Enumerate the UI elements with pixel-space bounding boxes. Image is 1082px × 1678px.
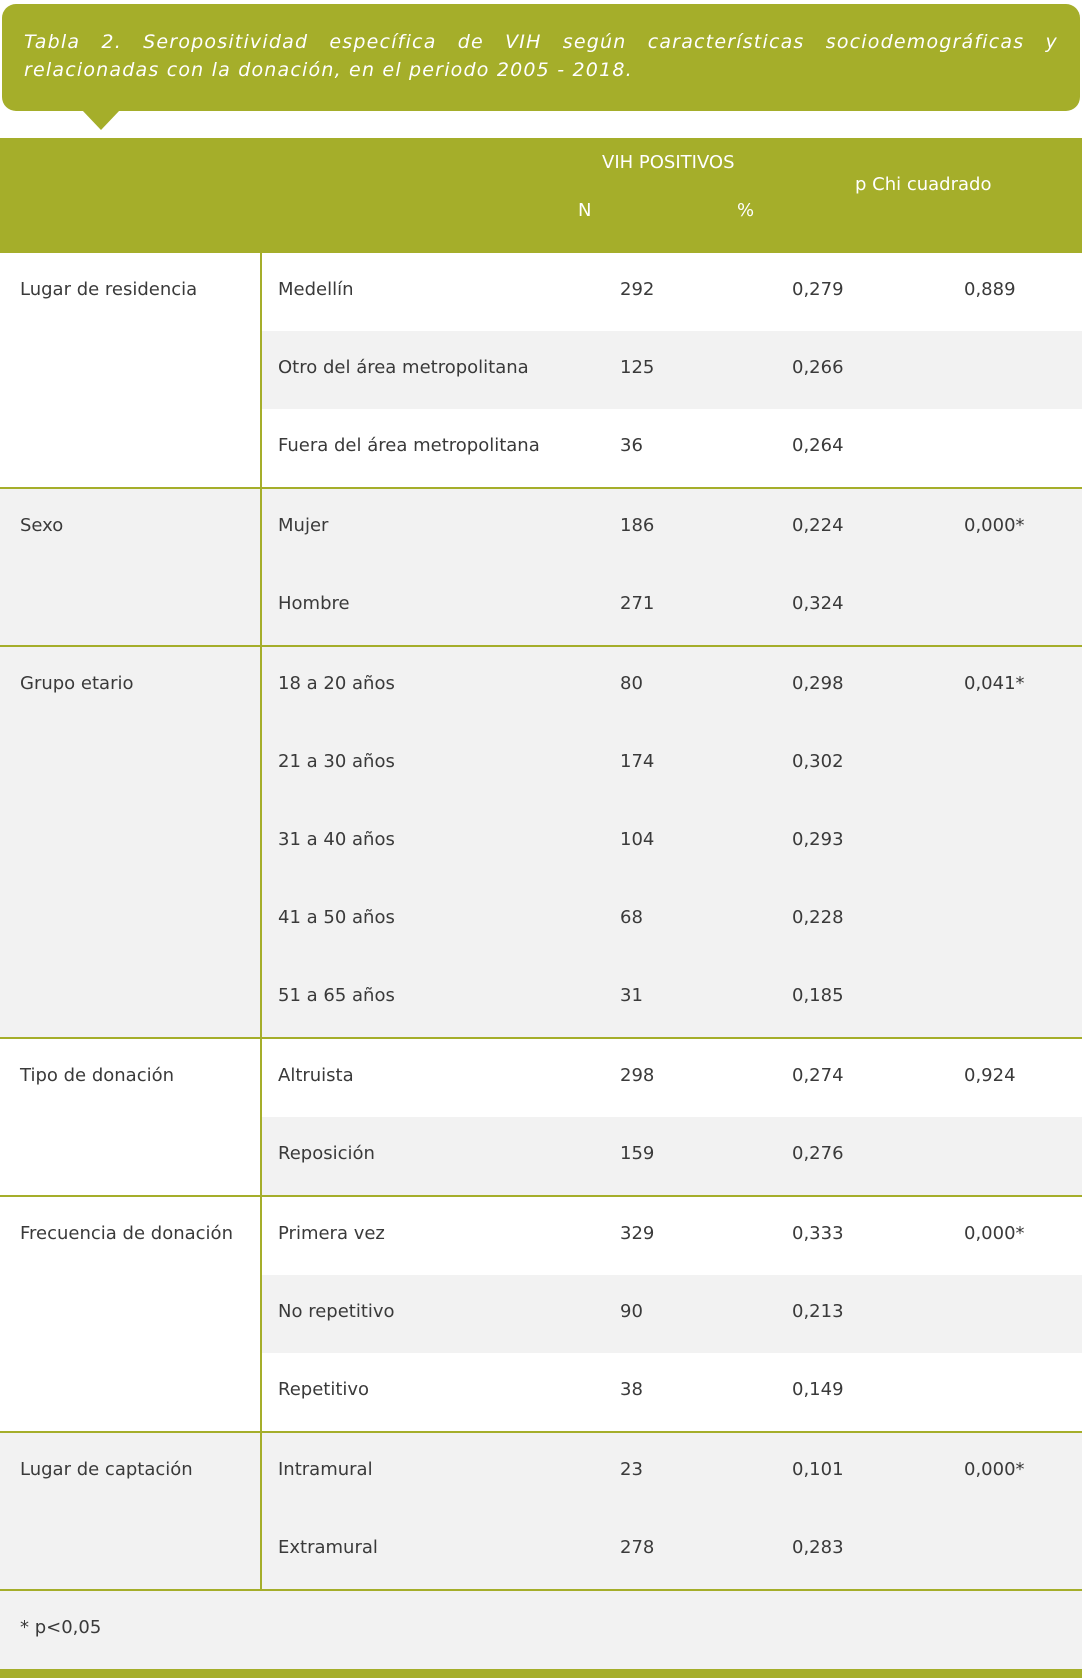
caption-pointer (82, 110, 120, 130)
table-row (262, 1039, 1082, 1117)
table-row (262, 959, 1082, 1037)
table-row (262, 1275, 1082, 1353)
table-row (262, 1511, 1082, 1589)
row-n: 36 (620, 435, 643, 456)
row-p-value: 0,000* (964, 515, 1025, 536)
group-rows (260, 1433, 1082, 1589)
row-n: 292 (620, 279, 655, 300)
row-n: 23 (620, 1459, 643, 1480)
row-category: Otro del área metropolitana (278, 357, 529, 378)
row-n: 68 (620, 907, 643, 928)
row-percent: 0,298 (792, 673, 844, 694)
row-percent: 0,266 (792, 357, 844, 378)
table-row (262, 1433, 1082, 1511)
row-percent: 0,302 (792, 751, 844, 772)
row-category: 18 a 20 años (278, 673, 395, 694)
header-pct: % (737, 200, 755, 221)
group-label: Sexo (20, 515, 64, 536)
row-category: No repetitivo (278, 1301, 395, 1322)
table-row (262, 253, 1082, 331)
row-n: 104 (620, 829, 655, 850)
row-category: 21 a 30 años (278, 751, 395, 772)
row-percent: 0,213 (792, 1301, 844, 1322)
table-row (262, 331, 1082, 409)
row-category: Hombre (278, 593, 350, 614)
row-n: 38 (620, 1379, 643, 1400)
row-category: Medellín (278, 279, 354, 300)
row-n: 186 (620, 515, 655, 536)
row-n: 125 (620, 357, 655, 378)
table-group (0, 489, 1082, 647)
row-percent: 0,276 (792, 1143, 844, 1164)
row-percent: 0,333 (792, 1223, 844, 1244)
table-row (262, 803, 1082, 881)
row-category: Repetitivo (278, 1379, 370, 1400)
table-group (0, 647, 1082, 1039)
row-category: 51 a 65 años (278, 985, 395, 1006)
row-percent: 0,324 (792, 593, 844, 614)
table-row (262, 409, 1082, 487)
group-rows (260, 647, 1082, 1037)
row-category: 41 a 50 años (278, 907, 395, 928)
footnote: * p<0,05 (20, 1617, 102, 1638)
row-percent: 0,264 (792, 435, 844, 456)
row-category: Mujer (278, 515, 329, 536)
group-label: Frecuencia de donación (20, 1223, 233, 1244)
group-label: Grupo etario (20, 673, 134, 694)
row-category: Extramural (278, 1537, 378, 1558)
table-row (262, 1197, 1082, 1275)
row-category: Altruista (278, 1065, 354, 1086)
row-p-value: 0,041* (964, 673, 1025, 694)
table-row (262, 647, 1082, 725)
table-group (0, 1039, 1082, 1197)
row-category: Primera vez (278, 1223, 385, 1244)
row-percent: 0,293 (792, 829, 844, 850)
table-row (262, 489, 1082, 567)
table-body (0, 253, 1082, 1591)
header-p-chi: p Chi cuadrado (855, 174, 992, 195)
table-row (262, 725, 1082, 803)
row-n: 329 (620, 1223, 655, 1244)
group-label: Lugar de captación (20, 1459, 193, 1480)
row-percent: 0,224 (792, 515, 844, 536)
header-n: N (578, 200, 592, 221)
row-p-value: 0,924 (964, 1065, 1016, 1086)
row-percent: 0,185 (792, 985, 844, 1006)
row-n: 298 (620, 1065, 655, 1086)
bottom-bar (0, 1669, 1082, 1678)
table-group (0, 1433, 1082, 1591)
row-percent: 0,274 (792, 1065, 844, 1086)
row-category: Fuera del área metropolitana (278, 435, 540, 456)
table-row (262, 567, 1082, 645)
group-rows (260, 489, 1082, 645)
row-n: 278 (620, 1537, 655, 1558)
table-row (262, 881, 1082, 959)
row-n: 159 (620, 1143, 655, 1164)
table-footer (0, 1591, 1082, 1669)
table-caption (2, 4, 1080, 111)
row-category: 31 a 40 años (278, 829, 395, 850)
row-p-value: 0,889 (964, 279, 1016, 300)
row-p-value: 0,000* (964, 1223, 1025, 1244)
row-percent: 0,283 (792, 1537, 844, 1558)
row-percent: 0,149 (792, 1379, 844, 1400)
row-category: Reposición (278, 1143, 375, 1164)
table-row (262, 1353, 1082, 1431)
row-n: 31 (620, 985, 643, 1006)
table-header (0, 138, 1082, 253)
group-rows (260, 1197, 1082, 1431)
row-n: 271 (620, 593, 655, 614)
row-n: 80 (620, 673, 643, 694)
group-label: Lugar de residencia (20, 279, 198, 300)
row-category: Intramural (278, 1459, 373, 1480)
header-vih-positivos: VIH POSITIVOS (602, 152, 735, 173)
table-row (262, 1117, 1082, 1195)
group-rows (260, 253, 1082, 487)
row-n: 174 (620, 751, 655, 772)
group-rows (260, 1039, 1082, 1195)
caption-text: Tabla 2. Seropositividad específica de VIH según características sociodemográficas y relacionadas con la donación, en el periodo 2005 - 2018. (24, 31, 1058, 81)
table-group (0, 253, 1082, 489)
row-p-value: 0,000* (964, 1459, 1025, 1480)
table-group (0, 1197, 1082, 1433)
group-label: Tipo de donación (20, 1065, 175, 1086)
row-percent: 0,101 (792, 1459, 844, 1480)
row-n: 90 (620, 1301, 643, 1322)
row-percent: 0,228 (792, 907, 844, 928)
row-percent: 0,279 (792, 279, 844, 300)
